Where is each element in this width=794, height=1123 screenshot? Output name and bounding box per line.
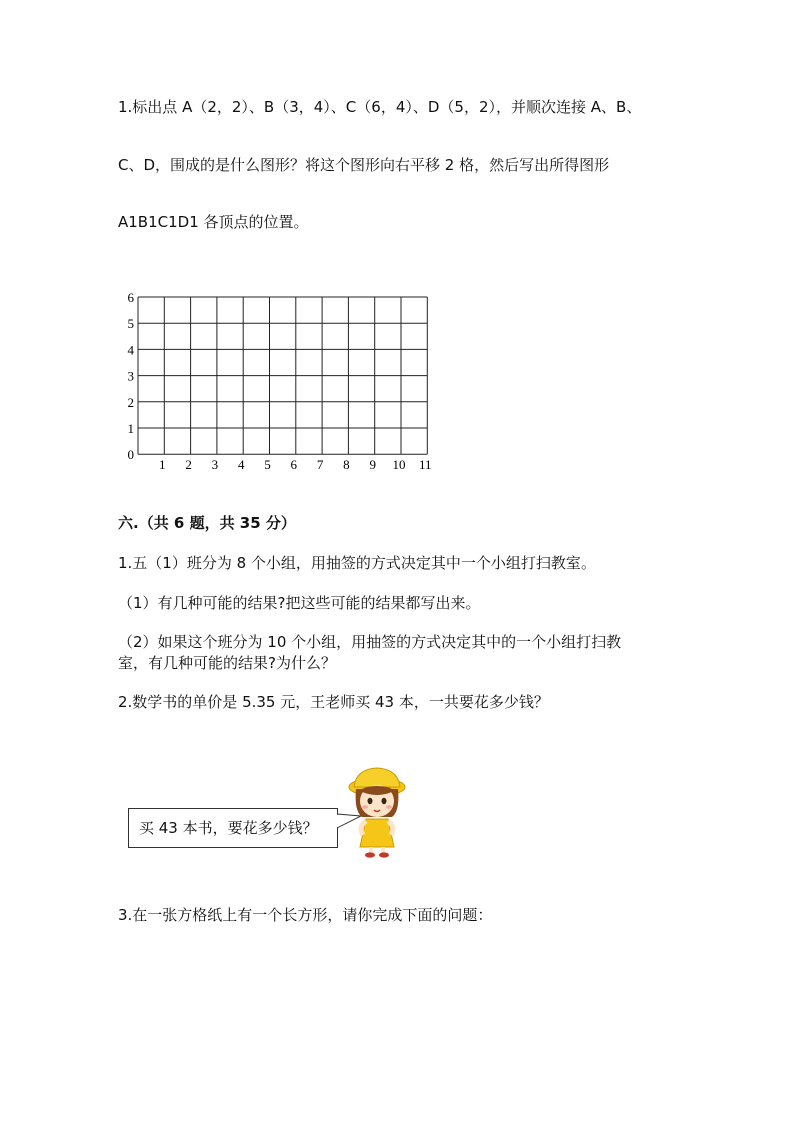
- q6-1-text: 1.五（1）班分为 8 个小组，用抽签的方式决定其中一个小组打扫教室。: [118, 554, 596, 572]
- q1-line-2: C、D，围成的是什么图形？将这个图形向右平移 2 格，然后写出所得图形: [118, 156, 610, 174]
- x-axis-label: 1: [159, 457, 166, 473]
- y-axis-label: 4: [127, 342, 134, 358]
- y-axis-label: 1: [127, 421, 134, 436]
- grid-labels: [128, 290, 432, 472]
- q6-1-part-2-line-2: 室，有几种可能的结果?为什么？: [118, 654, 336, 672]
- q6-3-text: 3.在一张方格纸上有一个长方形，请你完成下面的问题：: [118, 906, 493, 924]
- x-axis-label: 6: [290, 457, 298, 473]
- x-axis-label: 5: [264, 457, 271, 473]
- y-axis-label: 5: [127, 316, 134, 332]
- x-axis-label: 3: [211, 457, 219, 473]
- y-axis-label: 6: [127, 290, 134, 305]
- x-axis-label: 11: [419, 457, 432, 473]
- y-axis-label: 0: [127, 447, 134, 463]
- q6-1-part-2-line-1: （2）如果这个班分为 10 个小组，用抽签的方式决定其中的一个小组打扫教: [118, 633, 622, 651]
- girl-illustration: [330, 765, 425, 860]
- grid-lines: [138, 297, 427, 454]
- speech-bubble-text: 买 43 本书，要花多少钱？: [139, 819, 318, 837]
- y-axis-label: 3: [127, 368, 134, 384]
- q1-line-1: 1.标出点 A（2，2）、B（3，4）、C（6，4）、D（5，2），并顺次连接 A、B、: [118, 98, 642, 116]
- y-axis-label: 2: [127, 394, 134, 410]
- x-axis-label: 8: [343, 457, 350, 473]
- x-axis-label: 4: [237, 457, 245, 473]
- speech-bubble: [128, 808, 338, 848]
- x-axis-label: 2: [185, 457, 192, 473]
- q6-1-part-1: （1）有几种可能的结果?把这些可能的结果都写出来。: [118, 594, 481, 612]
- q6-2-text: 2.数学书的单价是 5.35 元，王老师买 43 本，一共要花多少钱？: [118, 693, 549, 711]
- x-axis-label: 7: [316, 457, 324, 473]
- section-heading: 六.（共 6 题，共 35 分）: [118, 514, 296, 532]
- x-axis-label: 9: [369, 457, 376, 473]
- q1-line-3: A1B1C1D1 各顶点的位置。: [118, 213, 309, 231]
- x-axis-label: 10: [392, 457, 406, 473]
